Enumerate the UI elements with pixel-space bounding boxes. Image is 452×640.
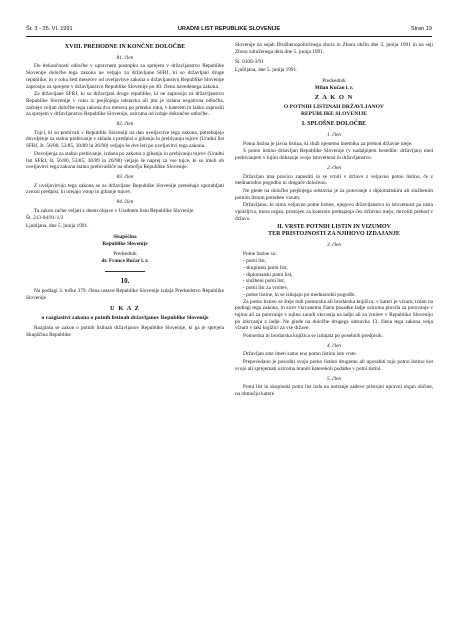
divider	[105, 271, 145, 272]
place-date: Ljubljana, dne 5. junija 1991.	[26, 223, 89, 230]
paragraph: Za državljane SFRJ, ki so državljani druge republike, ki ne zaprosijo za državljanstvo Republike Slovenije v roku iz prejšnjega odstavka ali jim je izdana negativna odločba, začnejo veljati določbe tega zakona dva meseca po preteku roka, v katerem bi lahko zaprosili za sprejem v državljanstvo Republike Slovenije, oziroma od izdaje dokončne odločbe.	[26, 91, 224, 118]
decree-subtitle: o razglasitvi zakona o potnih listinah državljanov Republike Slovenije	[41, 314, 209, 321]
list-item: - diplomatski potni list,	[243, 271, 293, 278]
article-heading: 3. člen	[326, 241, 342, 248]
article-heading: 84. člen	[116, 199, 134, 206]
article-heading: 81. člen	[116, 54, 134, 61]
paragraph: Prepovedano je posoditi svojo potno listino drugemu ali uporabiti tujo potno listino kot svojo ali sprejemati oziroma hraniti katerekoli podatke v potni listini.	[235, 359, 433, 372]
page-number: Stran 19	[410, 26, 432, 32]
paragraph: Državljan ima pravico zapustiti in se vrniti v državo z veljavno potno listino, če z mednarodno pogodbo ni drugače določeno.	[235, 173, 433, 187]
document-number: Št. 0100-3/91	[235, 59, 264, 66]
paragraph: Razglaša se zakon o potnih listinah državljanov Republike Slovenije, ki ga je sprejela Skupščina Republike	[26, 325, 224, 338]
section-title: II. VRSTE POTNIH LISTIN IN VIZUMOV	[277, 224, 391, 231]
paragraph: Ne glede na določbo prejšnjega odstavka je za potovanje z diplomatskim ali službenim potnim listom potreben vizum.	[235, 187, 433, 201]
article-heading: 4. člen	[326, 342, 342, 349]
paragraph: Tujci, ki so prebivali v Republiki Sloveniji na dan uveljavitve tega zakona, potrebujejo dovoljenje za stalno prebivanje v skladu s predpisi o gibanju in prebivanju tujcev (Uradni list SFRJ, št. 56/80, 53/85, 30/89 in 26/90) veljajo še dve leti po uveljavitvi tega zakona.	[26, 129, 224, 150]
paragraph: Za potno listino se šteje tudi pomorska ali brodarska knjižica, v kateri je vizum, izdan na podlagi tega zakona, in sicer vkrcanemu članu posadke ladje oziroma plovila za potovanje v tujino ali za potovanje v tujino zaradi vkrcanja na ladjo ali za vrnitev v Republiko Slovenijo po izkrcanju z ladje. Ne glede na določbe drugega odstavka 13. člena tega zakona velja vizum v taki knjižici za vse države.	[235, 298, 433, 332]
law-subtitle-2: REPUBLIKE SLOVENIJE	[300, 110, 368, 117]
left-column	[26, 42, 224, 340]
signature-block	[26, 234, 224, 265]
article-heading: 82. člen	[116, 121, 134, 128]
law-subtitle: O POTNIH LISTINAH DRŽAVLJANOV	[283, 103, 385, 110]
page-header	[26, 24, 432, 37]
president-name: dr. France Bučar l. r.	[101, 257, 149, 264]
item-number: 10.	[120, 276, 130, 285]
list-item: - potne listine, ki se izdajajo po mednarodni pogodbi.	[243, 291, 356, 298]
article-heading: 5. člen	[326, 375, 342, 382]
president-title: Predsednik	[322, 77, 346, 84]
decree-title: U K A Z	[110, 304, 140, 312]
article-heading: 2. člen	[326, 164, 342, 171]
right-column	[235, 42, 433, 399]
issue-label: Št. 3 - 25. VI. 1991	[26, 26, 73, 32]
paragraph: Potne listine so:	[243, 250, 277, 257]
body-name: Skupščina	[113, 233, 137, 240]
document-type-list	[235, 258, 433, 298]
signature-block	[235, 78, 433, 91]
paragraph: Dovoljenja za stalno prebivanje, izdana po zakonu o gibanju in prebivanju tujcev (Uradni list SFRJ, št. 56/80, 53/85, 30/89 in 26/90) veljajo še naprej za vse tujce, ki so imeli ob uveljavitvi tega zakona stalno prebivališče na območju Republike Slovenije.	[26, 150, 224, 171]
paragraph: Državljanu, ki nima veljavne potne listine, njegovo državljanstvo in istovetnost pa nista vprašljiva, mora organ, pristojen za kontrolo prehajanja čez državno mejo, dovoliti prehod v državo.	[235, 202, 433, 222]
section-title-2: TER PRISTOJNOSTI ZA NJIHOVO IZDAJANJE	[268, 231, 400, 238]
paragraph: Do dokončnosti odločbe v upravnem postopku za sprejem v državljanstvo Republike Slovenije določbe tega zakona ne veljajo za državljane SFRJ, ki so državljani druge republike, in v roku šest mesecev od uveljavitve zakona o državljanstvu Republike Slovenije zaprosijo za sprejem v državljanstvo Republike Slovenije po 40. členu navedenega zakona.	[26, 63, 224, 90]
list-item: - potni list za vrnitev,	[243, 285, 289, 292]
paragraph: Potni list in skupinski potni list izda na notranje zadeve pristojni upravni organ občine, na območju katere	[235, 384, 433, 397]
list-item: - potni list,	[243, 258, 267, 265]
paragraph: Slovenije na sejah Družbenopolitičnega zbora in Zbora občin dne 3. junija 1991 in na seji Zbora združenega dela dne 5. junija 1991.	[235, 42, 433, 55]
place-date: Ljubljana, dne 5. junija 1991.	[235, 67, 298, 74]
article-heading: 1. člen	[326, 132, 342, 139]
paragraph: Pomorska in brodarska knjižica se izdajata po posebnih predpisih.	[243, 333, 383, 340]
article-heading: 83. člen	[116, 173, 134, 180]
paragraph: S potno listino državljan Republike Slovenije (v nadaljnjem besedilu: državljan) med prebivanjem v tujini dokazuje svojo istovetnost in državljanstvo.	[235, 148, 433, 162]
paragraph: Z uveljavitvijo tega zakona se za državljane Republike Slovenije prenehajo uporabljati zvezni predpisi, ki urejajo vstop in gibanje tujcev.	[26, 182, 224, 196]
president-title: Predsednik	[113, 251, 137, 258]
president-name: Milan Kučan l. r.	[314, 84, 354, 91]
paragraph: Potna listina je javna listina, ki služi njenemu imetniku za prehod državne meje.	[243, 140, 413, 147]
paragraph: Na podlagi 3. točke 379. člena ustave Republike Slovenije izdaja Predsedstvo Republike Slovenije	[26, 288, 224, 302]
body-name-2: Republike Slovenije	[102, 240, 148, 247]
paragraph: Ta zakon začne veljati z dnem objave v Uradnem listu Republike Slovenije.	[34, 207, 195, 214]
paragraph: Državljan sme imeti samo eno potno listino iste vrste.	[243, 351, 358, 358]
section-title: I. SPLOŠNE DOLOČBE	[301, 121, 367, 128]
section-title: XVIII. PREHODNE IN KONČNE DOLOČBE	[64, 44, 186, 50]
document-number: Št. 213-04/91-1/2	[26, 215, 64, 222]
law-title: Z A K O N	[314, 94, 354, 102]
journal-title: URADNI LIST REPUBLIKE SLOVENIJE	[177, 26, 281, 32]
list-item: - službeni potni list,	[243, 278, 286, 285]
list-item: - skupinski potni list,	[243, 264, 288, 271]
